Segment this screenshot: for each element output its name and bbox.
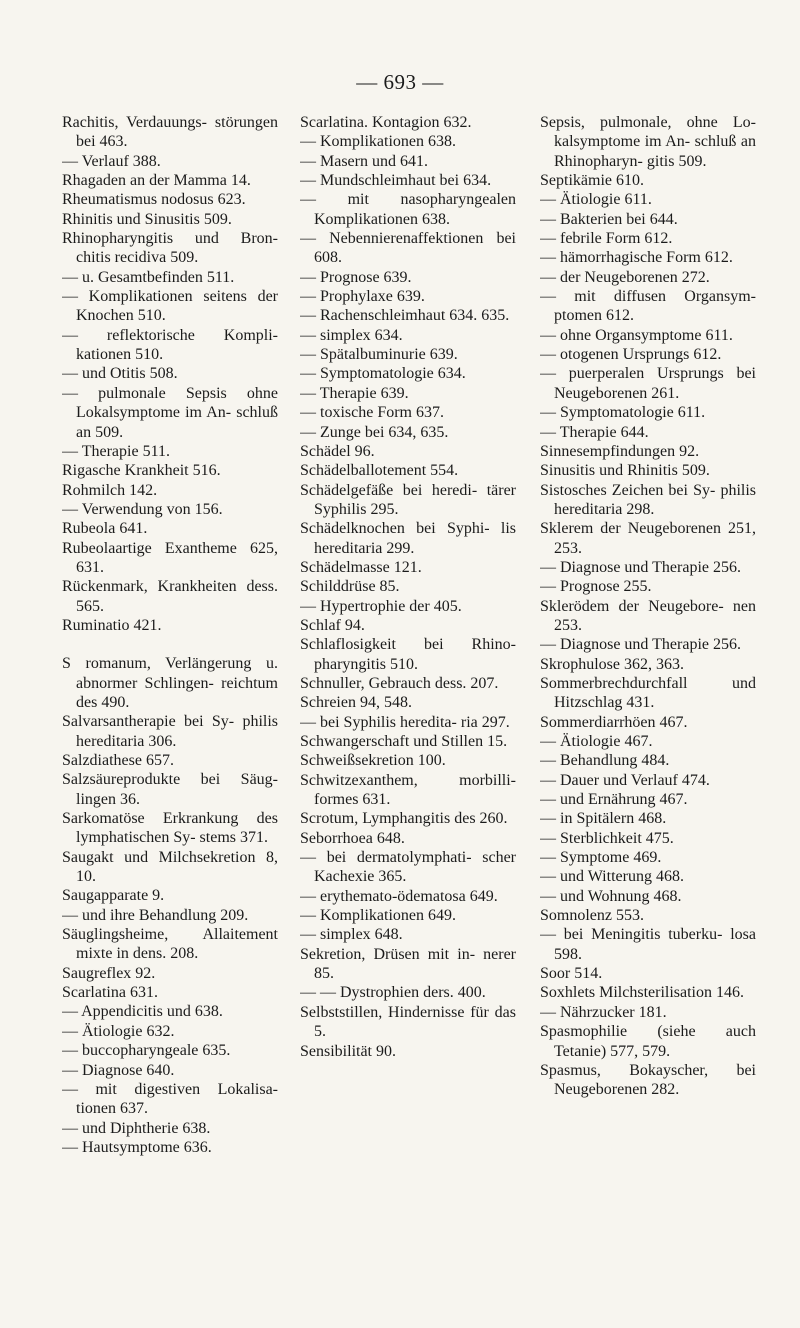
index-entry: — buccopharyngeale 635. <box>62 1042 231 1060</box>
index-entry: — Bakterien bei 644. <box>540 210 678 228</box>
index-entry: Salzdiathese 657. <box>62 752 174 769</box>
index-entry: — Spätalbuminurie 639. <box>300 346 458 364</box>
index-entry: — Prognose 255. <box>540 578 652 596</box>
index-column-3 <box>540 113 756 1100</box>
index-entry: Schädelknochen bei Syphi- lis hereditaria 299. <box>300 520 516 557</box>
index-entry: — bei dermatolymphati- scher Kachexie 365. <box>300 849 516 886</box>
index-entry: — Behandlung 484. <box>540 752 670 770</box>
index-entry: Rhinopharyngitis und Bron- chitis recidiva 509. <box>62 230 278 267</box>
index-column-2 <box>300 113 516 1061</box>
index-column-1 <box>62 113 278 1157</box>
index-entry: Septikämie 610. <box>540 172 644 190</box>
index-entry: Ruminatio 421. <box>62 616 162 634</box>
index-entry: Rohmilch 142. <box>62 481 158 499</box>
index-entry: Sklerem der Neugeborenen 251, 253. <box>540 520 756 557</box>
index-entry: — der Neugeborenen 272. <box>540 268 710 286</box>
index-entry: Soxhlets Milchsterilisation 146. <box>540 984 744 1002</box>
index-entry: — Rachenschleimhaut 634. 635. <box>300 307 510 325</box>
index-entry: — Ätiologie 467. <box>540 733 653 750</box>
index-entry: — Symptomatologie 611. <box>540 404 706 422</box>
index-entry: — und Wohnung 468. <box>540 887 682 905</box>
index-entry: — Symptome 469. <box>540 849 662 867</box>
index-entry: Sommerbrechdurchfall und Hitzschlag 431. <box>540 674 756 712</box>
index-entry: — und Ernährung 467. <box>540 791 688 809</box>
index-entry: — Diagnose 640. <box>62 1061 175 1079</box>
index-entry: — und ihre Behandlung 209. <box>62 906 249 924</box>
index-entry: Rhinitis und Sinusitis 509. <box>62 210 232 228</box>
section-gap <box>62 635 278 654</box>
index-entry: — puerperalen Ursprungs bei Neugeborenen 261. <box>540 365 756 402</box>
index-entry: Seborrhoea 648. <box>300 829 405 847</box>
index-entry: — Mundschleimhaut bei 634. <box>300 172 492 190</box>
index-entry: — ohne Organsymptome 611. <box>540 326 733 344</box>
index-entry: — mit nasopharyngealen Komplikationen 638. <box>300 191 516 228</box>
index-entry: Schweißsekretion 100. <box>300 752 446 770</box>
index-entry: — mit digestiven Lokalisa- tionen 637. <box>62 1080 278 1118</box>
index-entry: Rachitis, Verdauungs- störungen bei 463. <box>62 114 278 151</box>
index-entry: — Therapie 644. <box>540 423 649 441</box>
index-entry: Rhagaden an der Mamma 14. <box>62 172 251 190</box>
index-entry: — otogenen Ursprungs 612. <box>540 346 722 364</box>
index-entry: Sinusitis und Rhinitis 509. <box>540 462 710 480</box>
index-entry: — Symptomatologie 634. <box>300 365 466 383</box>
index-entry: Rigasche Krankheit 516. <box>62 462 221 480</box>
index-entry: Salzsäureprodukte bei Säug- lingen 36. <box>62 771 278 808</box>
index-entry: — pulmonale Sepsis ohne Lokalsymptome im An- schluß an 509. <box>62 384 278 441</box>
index-entry: — Prognose 639. <box>300 268 412 286</box>
index-entry: — Nährzucker 181. <box>540 1003 667 1021</box>
index-entry: — febrile Form 612. <box>540 230 673 248</box>
index-entry: — Sterblichkeit 475. <box>540 829 674 847</box>
index-entry: — reflektorische Kompli- kationen 510. <box>62 326 278 364</box>
index-entry: Säuglingsheime, Allaitement mixte in dens. 208. <box>62 926 278 963</box>
index-entry: — Zunge bei 634, 635. <box>300 423 449 441</box>
index-entry: Sommerdiarrhöen 467. <box>540 713 688 731</box>
index-entry: Schwitzexanthem, morbilli- formes 631. <box>300 771 516 809</box>
index-entry: — u. Gesamtbefinden 511. <box>62 268 235 286</box>
index-entry: Saugreflex 92. <box>62 964 156 982</box>
index-entry: Schilddrüse 85. <box>300 578 400 596</box>
index-entry: — bei Syphilis heredita- ria 297. <box>300 713 510 731</box>
index-entry: Spasmus, Bokayscher, bei Neugeborenen 282. <box>540 1061 756 1099</box>
index-entry: — Diagnose und Therapie 256. <box>540 636 741 654</box>
index-entry: Schreien 94, 548. <box>300 694 412 712</box>
index-entry: Soor 514. <box>540 965 603 983</box>
index-entry: Sinnesempfindungen 92. <box>540 442 700 460</box>
index-entry: Rheumatismus nodosus 623. <box>62 191 246 209</box>
index-entry: — Ätiologie 611. <box>540 191 652 209</box>
index-entry: — Diagnose und Therapie 256. <box>540 558 741 576</box>
index-entry: — Masern und 641. <box>300 152 428 170</box>
index-entry: — Verwendung von 156. <box>62 500 223 518</box>
index-entry: — Therapie 511. <box>62 442 170 460</box>
index-entry: Selbststillen, Hindernisse für das 5. <box>300 1003 516 1041</box>
index-entry: Skrophulose 362, 363. <box>540 655 684 673</box>
index-entry: Rückenmark, Krankheiten dess. 565. <box>62 578 278 615</box>
index-entry: — Hautsymptome 636. <box>62 1138 212 1156</box>
index-entry: — erythemato-ödematosa 649. <box>300 887 498 905</box>
index-entry: Spasmophilie (siehe auch Tetanie) 577, 579. <box>540 1023 756 1060</box>
index-entry: Salvarsantherapie bei Sy- philis hereditaria 306. <box>62 713 278 750</box>
index-entry: Rubeola 641. <box>62 520 148 538</box>
index-entry: Schlaflosigkeit bei Rhino- pharyngitis 510. <box>300 636 516 673</box>
index-entry: — bei Meningitis tuberku- losa 598. <box>540 926 756 963</box>
index-entry: — in Spitälern 468. <box>540 810 667 828</box>
index-entry: Schädelmasse 121. <box>300 558 422 576</box>
index-entry: Scrotum, Lymphangitis des 260. <box>300 810 508 828</box>
index-entry: Rubeolaartige Exantheme 625, 631. <box>62 539 278 576</box>
index-entry: Somnolenz 553. <box>540 907 644 925</box>
index-entry: Schwangerschaft und Stillen 15. <box>300 733 508 750</box>
index-entry: — Nebennierenaffektionen bei 608. <box>300 230 516 267</box>
index-entry: Sekretion, Drüsen mit in- nerer 85. <box>300 945 516 983</box>
index-entry: — Komplikationen 638. <box>300 133 456 151</box>
index-entry: — Ätiologie 632. <box>62 1022 175 1040</box>
index-entry: — Komplikationen seitens der Knochen 510. <box>62 288 278 325</box>
index-entry: — und Diphtherie 638. <box>62 1119 211 1137</box>
index-entry: Schlaf 94. <box>300 616 365 634</box>
index-entry: Sistosches Zeichen bei Sy- philis hereditaria 298. <box>540 481 756 518</box>
index-entry: S romanum, Verlängerung u. abnormer Schlingen- reichtum des 490. <box>62 655 278 711</box>
index-entry: — Dauer und Verlauf 474. <box>540 771 710 789</box>
index-entry: — simplex 634. <box>300 326 403 344</box>
index-entry: Sarkomatöse Erkrankung des lymphatischen Sy- stems 371. <box>62 810 278 847</box>
index-entry: — Prophylaxe 639. <box>300 288 425 306</box>
index-entry: — Verlauf 388. <box>62 152 161 170</box>
index-entry: Scarlatina 631. <box>62 984 158 1002</box>
index-entry: Sklerödem der Neugebore- nen 253. <box>540 597 756 634</box>
index-entry: — und Witterung 468. <box>540 868 684 886</box>
index-entry: — Komplikationen 649. <box>300 907 456 925</box>
index-entry: — Therapie 639. <box>300 384 409 402</box>
index-entry: Saugapparate 9. <box>62 887 165 905</box>
index-entry: — und Otitis 508. <box>62 365 178 383</box>
index-entry: — Appendicitis und 638. <box>62 1003 223 1021</box>
index-entry: Scarlatina. Kontagion 632. <box>300 114 472 131</box>
index-entry: Saugakt und Milchsekretion 8, 10. <box>62 848 278 886</box>
index-entry: Sepsis, pulmonale, ohne Lo- kalsymptome im An- schluß an Rhinopharyn- gitis 509. <box>540 114 756 170</box>
index-entry: — mit diffusen Organsym- ptomen 612. <box>540 288 756 325</box>
index-entry: — simplex 648. <box>300 926 403 944</box>
index-entry: — hämorrhagische Form 612. <box>540 249 733 267</box>
index-entry: Schädelgefäße bei heredi- tärer Syphilis 295. <box>300 481 516 518</box>
index-entry: — toxische Form 637. <box>300 404 444 422</box>
index-entry: Schädelballotement 554. <box>300 462 459 480</box>
index-entry: — — Dystrophien ders. 400. <box>300 984 486 1002</box>
index-entry: — Hypertrophie der 405. <box>300 597 462 615</box>
index-entry: Schädel 96. <box>300 442 375 460</box>
page-number: — 693 — <box>356 70 444 94</box>
index-entry: Schnuller, Gebrauch dess. 207. <box>300 674 499 692</box>
index-entry: Sensibilität 90. <box>300 1042 396 1060</box>
